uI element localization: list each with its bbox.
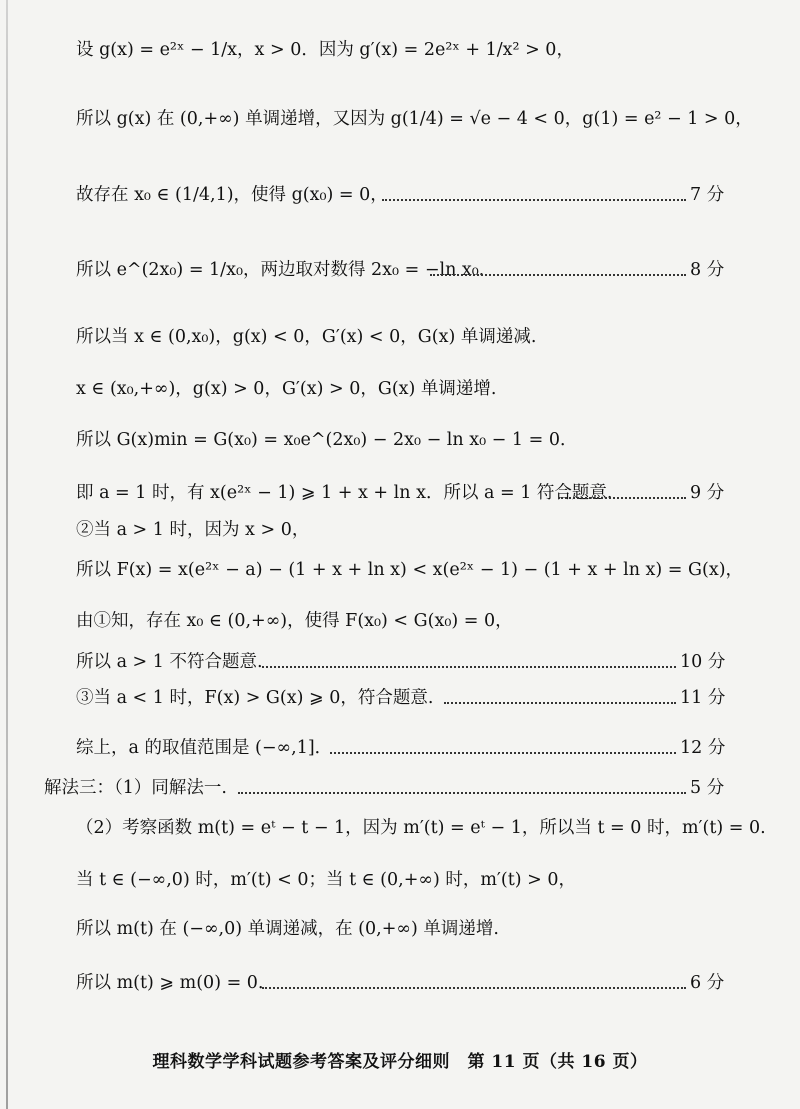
score-leader-7 <box>382 199 686 201</box>
solution-line-9: ②当 a > 1 时，因为 x > 0， <box>76 520 310 540</box>
score-leader-10 <box>262 666 676 668</box>
score-11: 11 分 <box>680 688 726 708</box>
score-leader-9 <box>558 497 686 499</box>
score-leader-11 <box>444 702 676 704</box>
score-leader-12 <box>330 752 676 754</box>
page-footer: 理科数学学科试题参考答案及评分细则 第 11 页（共 16 页） <box>152 1052 648 1072</box>
score-8: 8 分 <box>690 260 725 280</box>
score-12: 12 分 <box>680 738 726 758</box>
solution-line-1: 设 g(x) = e²ˣ − 1/x，x > 0．因为 g′(x) = 2e²ˣ + 1/x² > 0， <box>76 40 574 60</box>
solution-line-5: 所以当 x ∈ (0,x₀)，g(x) < 0，G′(x) < 0，G(x) 单调递减. <box>76 327 537 347</box>
solution-line-7: 所以 G(x)min = G(x₀) = x₀e^(2x₀) − 2x₀ − ln x₀ − 1 = 0． <box>76 430 578 450</box>
solution-line-3: 故存在 x₀ ∈ (1/4,1)，使得 g(x₀) = 0， <box>76 185 388 205</box>
solution-line-12: 所以 a > 1 不符合题意. <box>76 652 263 672</box>
solution-line-10: 所以 F(x) = x(e²ˣ − a) − (1 + x + ln x) < x(e²ˣ − 1) − (1 + x + ln x) = G(x)， <box>76 560 744 580</box>
score-leader-5 <box>238 792 686 794</box>
solution-line-16: （2）考察函数 m(t) = eᵗ − t − 1，因为 m′(t) = eᵗ − 1，所以当 t = 0 时，m′(t) = 0. <box>76 818 766 838</box>
solution-line-19: 所以 m(t) ⩾ m(0) = 0． <box>76 973 276 993</box>
solution-line-14: 综上，a 的取值范围是 (−∞,1]． <box>76 738 333 758</box>
solution-line-15: 解法三：（1）同解法一. <box>44 778 227 798</box>
solution-line-17: 当 t ∈ (−∞,0) 时，m′(t) < 0；当 t ∈ (0,+∞) 时，m′(t) > 0， <box>76 870 577 890</box>
score-7: 7 分 <box>690 185 725 205</box>
score-10: 10 分 <box>680 652 726 672</box>
solution-line-13: ③当 a < 1 时，F(x) > G(x) ⩾ 0，符合题意. <box>76 688 434 708</box>
solution-line-6: x ∈ (x₀,+∞)，g(x) > 0，G′(x) > 0，G(x) 单调递增. <box>76 379 497 399</box>
solution-line-11: 由①知，存在 x₀ ∈ (0,+∞)，使得 F(x₀) < G(x₀) = 0， <box>76 611 513 631</box>
solution-line-2: 所以 g(x) 在 (0,+∞) 单调递增，又因为 g(1/4) = √e − 4 < 0，g(1) = e² − 1 > 0， <box>76 109 753 129</box>
page-edge <box>6 0 8 1109</box>
score-6: 6 分 <box>690 973 725 993</box>
score-leader-8 <box>430 274 686 276</box>
score-5: 5 分 <box>690 778 725 798</box>
solution-line-8: 即 a = 1 时，有 x(e²ˣ − 1) ⩾ 1 + x + ln x．所以 a = 1 符合题意. <box>76 483 613 503</box>
solution-line-4: 所以 e^(2x₀) = 1/x₀，两边取对数得 2x₀ = −ln x₀． <box>76 260 497 280</box>
score-leader-6 <box>262 987 686 989</box>
solution-line-18: 所以 m(t) 在 (−∞,0) 单调递减，在 (0,+∞) 单调递增. <box>76 919 499 939</box>
score-9: 9 分 <box>690 483 725 503</box>
